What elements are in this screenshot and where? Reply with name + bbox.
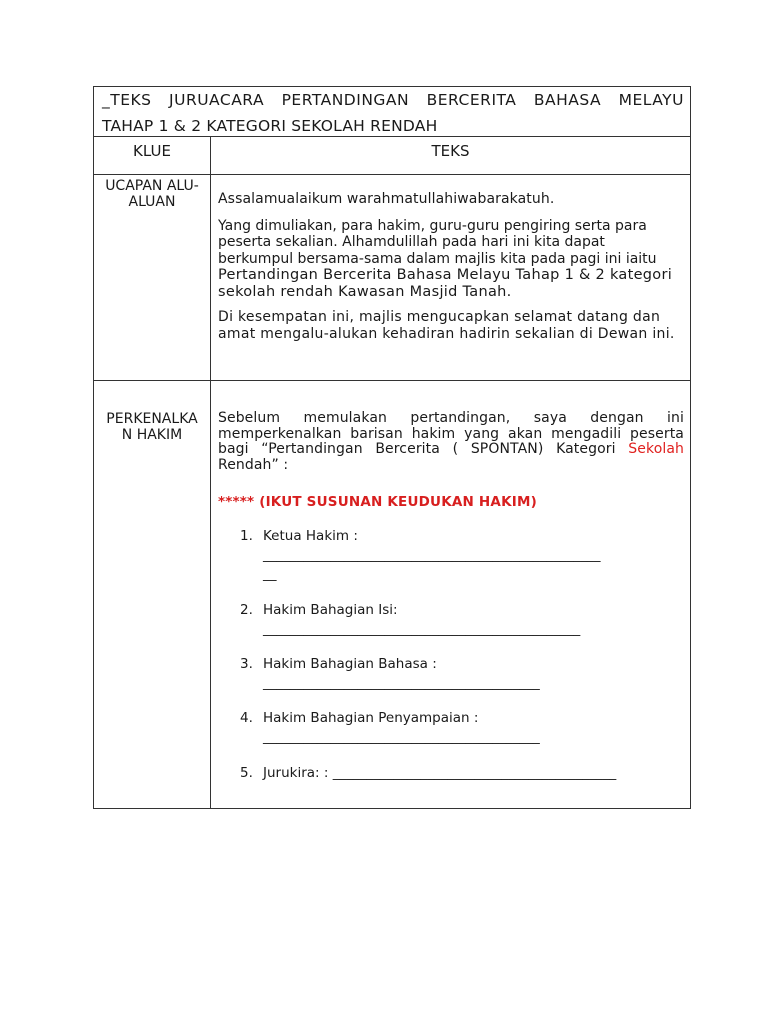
- blank-line-tail: __: [263, 565, 277, 582]
- document-title-line1: _TEKS JURUACARA PERTANDINGAN BERCERITA BAHASA MELAYU: [102, 91, 684, 109]
- ucapan-row: [94, 175, 691, 381]
- hakim-intro-red: Sekolah: [628, 441, 684, 457]
- hakim-list: [218, 527, 684, 783]
- ucapan-klue-line2: ALUAN: [128, 194, 176, 210]
- blank-line: _________________________________________: [263, 728, 540, 745]
- title-cell: [94, 87, 691, 137]
- blank-line: _______________________________________________: [263, 620, 581, 637]
- list-label: Jurukira: : __________________________________________: [263, 764, 617, 781]
- list-item: [218, 601, 684, 639]
- emcee-script-table: [93, 86, 691, 809]
- list-number: 4.: [240, 709, 253, 726]
- list-label: Hakim Bahagian Penyampaian :: [263, 709, 479, 726]
- susunan-note: ***** (IKUT SUSUNAN KEUDUKAN HAKIM): [218, 494, 537, 510]
- hakim-intro-a: Sebelum memulakan pertandingan, saya dengan ini memperkenalkan barisan hakim yang akan mengadili peserta bagi “Pertandingan Bercerita ( SPONTAN) Kategori: [218, 410, 684, 457]
- hakim-intro: [218, 411, 684, 473]
- list-number: 3.: [240, 655, 253, 672]
- hakim-intro-b: Rendah” :: [218, 456, 289, 473]
- list-item: [218, 527, 684, 584]
- hakim-klue-line2: N HAKIM: [121, 427, 183, 443]
- header-teks-label: TEKS: [431, 142, 470, 160]
- ucapan-klue-cell: [94, 175, 211, 381]
- header-row: [94, 137, 691, 175]
- list-item: [218, 655, 684, 693]
- header-klue: [94, 137, 211, 175]
- hakim-teks-cell: [211, 381, 691, 809]
- list-label: Hakim Bahagian Bahasa :: [263, 655, 437, 672]
- hakim-klue-cell: [94, 381, 211, 809]
- list-label: Hakim Bahagian Isi:: [263, 601, 398, 618]
- header-klue-label: KLUE: [133, 142, 171, 160]
- blank-line: __________________________________________________: [263, 546, 601, 563]
- list-number: 2.: [240, 601, 253, 618]
- list-label: Ketua Hakim :: [263, 527, 358, 544]
- blank-line: _________________________________________: [263, 674, 540, 691]
- ucapan-paragraph-1a: Yang dimuliakan, para hakim, guru-guru pengiring serta para peserta sekalian. Alhamdulillah pada hari ini kita dapat berkumpul bersama-sama dalam majlis kita pada pagi ini iaitu: [218, 217, 657, 267]
- ucapan-teks-cell: [211, 175, 691, 381]
- list-number: 1.: [240, 527, 253, 544]
- list-item: [218, 709, 684, 747]
- ucapan-klue-line1: UCAPAN ALU-: [105, 178, 199, 194]
- ucapan-paragraph-1: [218, 218, 684, 301]
- ucapan-paragraph-1b: Pertandingan Bercerita Bahasa Melayu Tahap 1 & 2 kategori sekolah rendah Kawasan Masjid Tanah.: [218, 267, 673, 300]
- document-title-line2: TAHAP 1 & 2 KATEGORI SEKOLAH RENDAH: [102, 117, 438, 135]
- hakim-klue-line1: PERKENALKA: [106, 411, 198, 427]
- ucapan-paragraph-2: Di kesempatan ini, majlis mengucapkan selamat datang dan amat mengalu-alukan kehadiran hadirin sekalian di Dewan ini.: [218, 309, 675, 342]
- hakim-row: [94, 381, 691, 809]
- header-teks: [211, 137, 691, 175]
- list-number: 5.: [240, 764, 253, 781]
- salam-text: Assalamualaikum warahmatullahiwabarakatuh.: [218, 191, 555, 207]
- list-item: [218, 764, 684, 783]
- title-row: [94, 87, 691, 137]
